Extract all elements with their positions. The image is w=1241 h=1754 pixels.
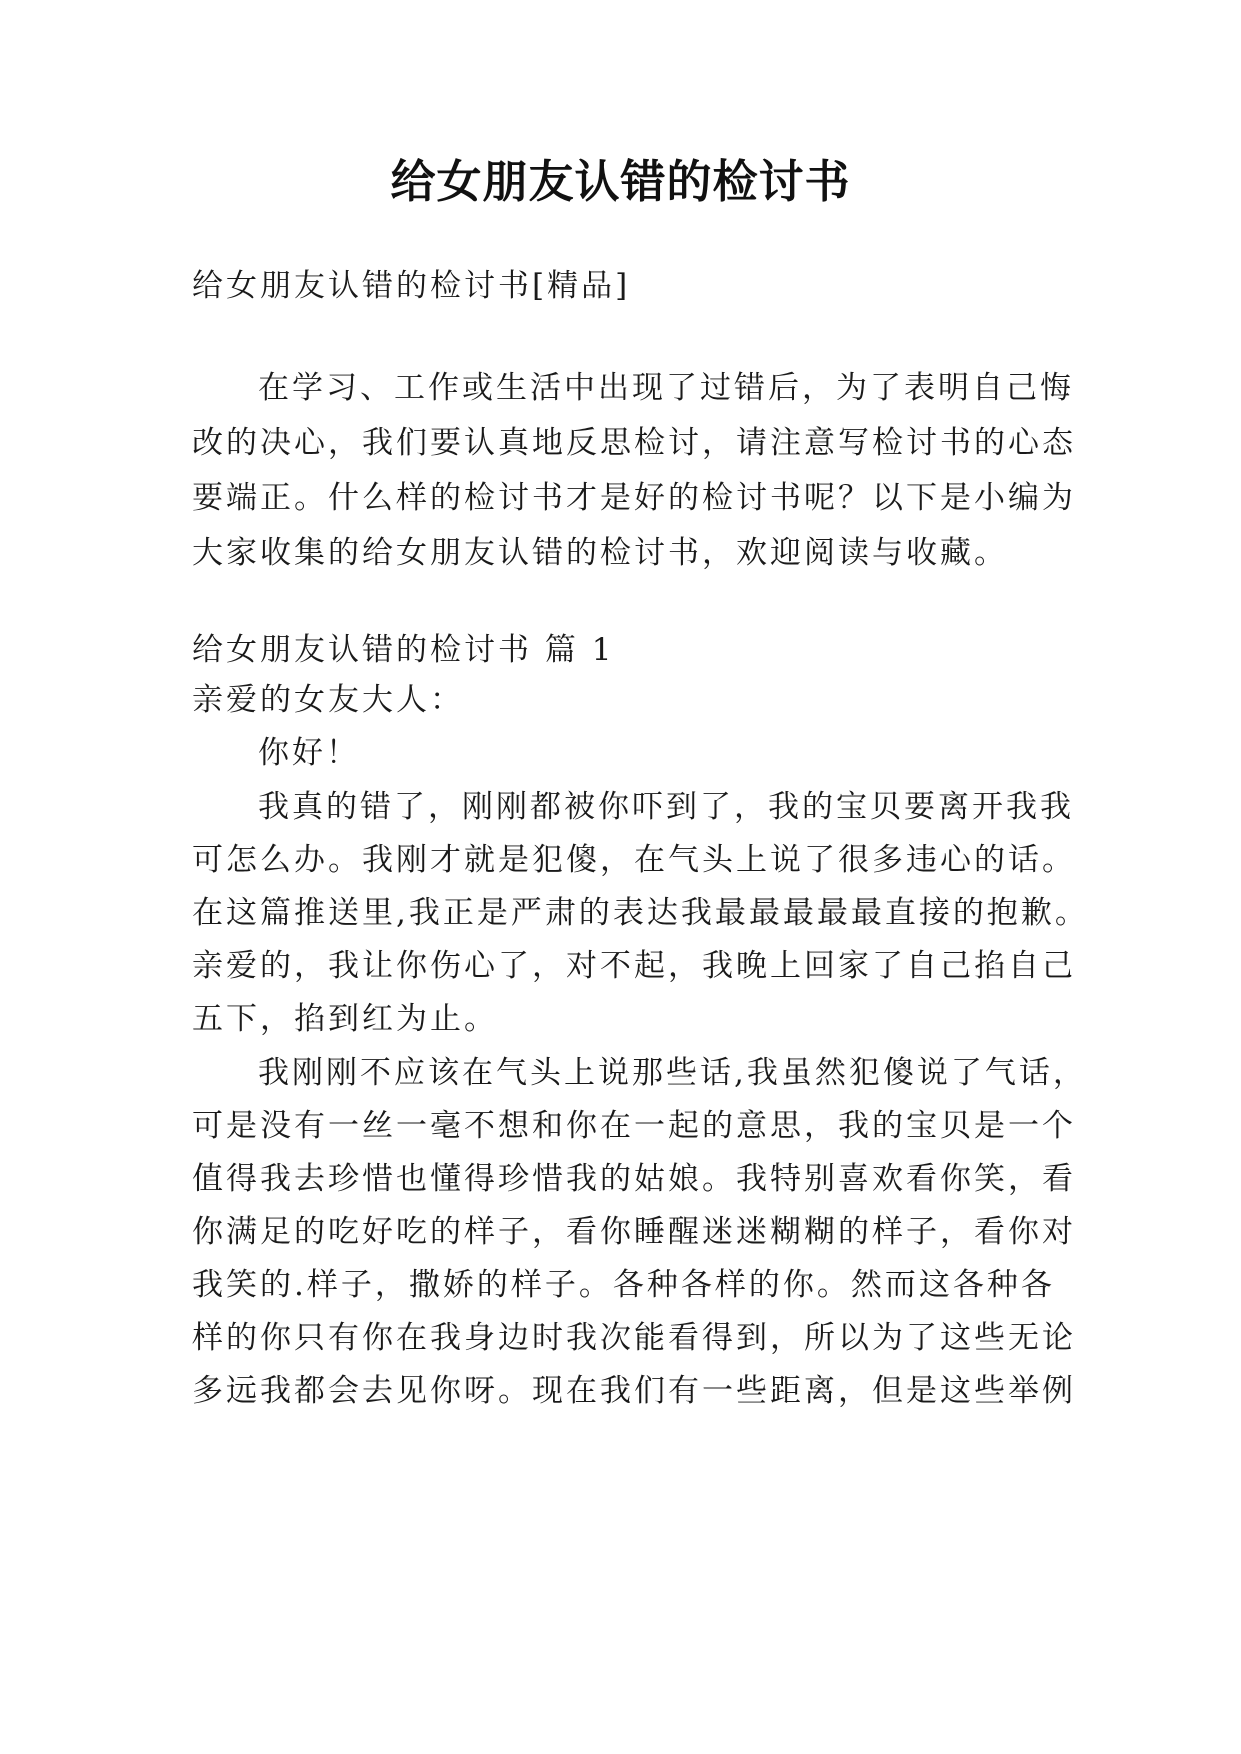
intro-line: 在学习、工作或生活中出现了过错后，为了表明自己悔 — [258, 370, 1074, 406]
paragraph-line: 我刚刚不应该在气头上说那些话,我虽然犯傻说了气话， — [258, 1055, 1087, 1091]
intro-line: 大家收集的给女朋友认错的检讨书，欢迎阅读与收藏。 — [192, 535, 1008, 571]
document-title: 给女朋友认错的检讨书 — [390, 155, 851, 208]
paragraph-line: 可怎么办。我刚才就是犯傻，在气头上说了很多违心的话。 — [192, 842, 1076, 878]
paragraph-line: 五下，掐到红为止。 — [192, 1001, 498, 1037]
salutation: 亲爱的女友大人： — [192, 682, 464, 718]
document-subtitle: 给女朋友认错的检讨书[精品] — [192, 268, 631, 304]
greeting: 你好！ — [258, 735, 360, 771]
paragraph-line: 多远我都会去见你呀。现在我们有一些距离，但是这些举例 — [192, 1373, 1076, 1409]
paragraph-line: 在这篇推送里,我正是严肃的表达我最最最最最直接的抱歉。 — [192, 895, 1089, 931]
paragraph-line: 我真的错了，刚刚都被你吓到了，我的宝贝要离开我我 — [258, 789, 1074, 825]
paragraph-line: 亲爱的，我让你伤心了，对不起，我晚上回家了自己掐自己 — [192, 948, 1076, 984]
paragraph-line: 我笑的.样子，撒娇的样子。各种各样的你。然而这各种各 — [192, 1267, 1055, 1303]
paragraph-line: 样的你只有你在我身边时我次能看得到，所以为了这些无论 — [192, 1320, 1076, 1356]
paragraph-line: 值得我去珍惜也懂得珍惜我的姑娘。我特别喜欢看你笑，看 — [192, 1161, 1076, 1197]
intro-line: 要端正。什么样的检讨书才是好的检讨书呢？以下是小编为 — [192, 480, 1076, 516]
paragraph-line: 可是没有一丝一毫不想和你在一起的意思，我的宝贝是一个 — [192, 1108, 1076, 1144]
intro-line: 改的决心，我们要认真地反思检讨，请注意写检讨书的心态 — [192, 425, 1076, 461]
paragraph-line: 你满足的吃好吃的样子，看你睡醒迷迷糊糊的样子，看你对 — [192, 1214, 1076, 1250]
section-heading: 给女朋友认错的检讨书 篇 1 — [192, 632, 615, 668]
